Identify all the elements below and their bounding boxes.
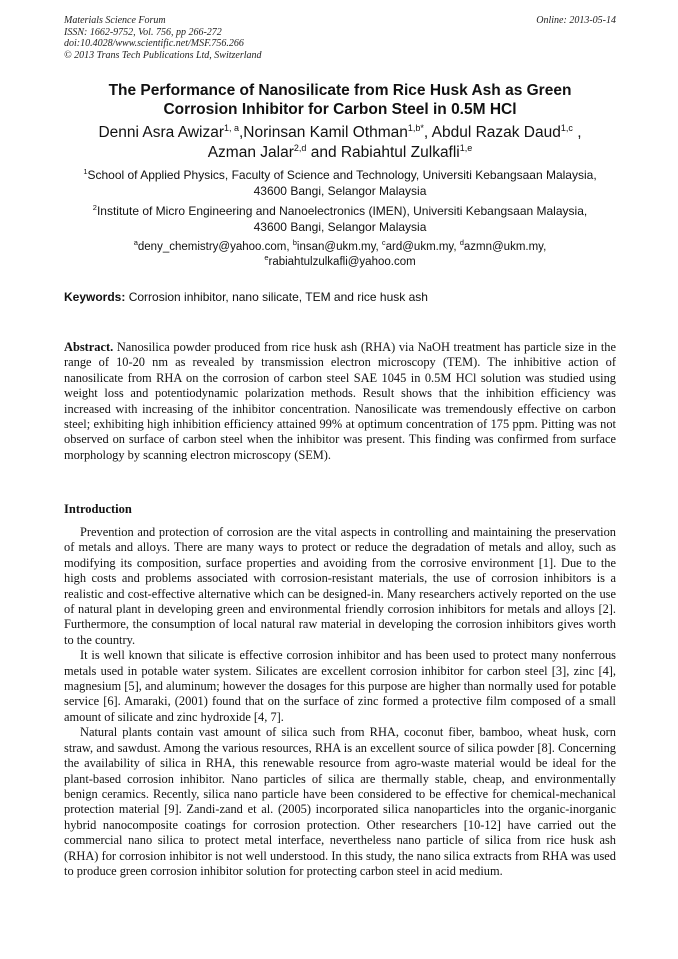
journal-issn: ISSN: 1662-9752, Vol. 756, pp 266-272	[64, 26, 222, 38]
journal-name: Materials Science Forum	[64, 15, 166, 26]
abstract-text: Nanosilica powder produced from rice husk ash (RHA) via NaOH treatment has particle size in the range of 10-20 nm as revealed by transmission electron microscopy (TEM). The inhibitive action of nanosilicate from RHA on the corrosion of carbon steel SAE 1045 in 0.5M HCl solution was studied using weight loss and potentiodynamic polarization methods. Result shows that the inhibition efficiency was increased with increasing of the inhibitor concentration. Nanosilicate was tremendously effective on carbon steel; exhibiting high inhibition efficiency attained 99% at optimum concentration of 175 ppm. Pitting was not observed on surface of carbon steel when the inhibitor was present. This finding was confirmed from surface morphology by scanning electron microscopy (SEM).	[64, 340, 616, 462]
affiliation-1-line-1: $^1$School of Applied Physics, Faculty of Science and Technology, Universiti Kebangsaan Malaysia,	[83, 167, 597, 182]
email-address: rabiahtulzulkafli@yahoo.com	[268, 256, 416, 268]
abstract-label: Abstract.	[64, 340, 114, 354]
author-emails	[64, 240, 616, 270]
title-line-2: Corrosion Inhibitor for Carbon Steel in 0.5M HCl	[163, 101, 517, 118]
emails-line-1	[64, 240, 616, 255]
section-heading-introduction: Introduction	[64, 502, 132, 516]
affiliation-1-line-2: 43600 Bangi, Selangor Malaysia	[253, 184, 427, 198]
abstract	[64, 340, 616, 463]
affiliation-1	[64, 167, 616, 199]
affiliation-2	[64, 203, 616, 235]
affiliation-number: 2	[92, 203, 97, 212]
author-name: ,Norinsan Kamil Othman	[239, 124, 408, 141]
journal-header	[64, 15, 616, 61]
journal-copyright: © 2013 Trans Tech Publications Ltd, Switzerland	[64, 49, 262, 61]
keywords	[64, 290, 616, 305]
email-superscript: a	[133, 238, 138, 248]
affiliation-2-line-1: $^2$Institute of Micro Engineering and Nanoelectronics (IMEN), Universiti Kebangsaan Malaysia,	[92, 203, 588, 218]
affiliation-number: 1	[83, 167, 88, 176]
email-superscript: b	[292, 238, 297, 248]
author-name: , Abdul Razak Daud	[423, 124, 561, 141]
author-name: and Rabiahtul Zulkafli	[306, 144, 460, 161]
online-date: Online: 2013-05-14	[536, 15, 616, 26]
author-separator: ,	[572, 124, 582, 141]
email-address: azmn@ukm.my,	[463, 241, 547, 253]
author-superscript: 1,c	[560, 122, 573, 133]
author-list	[64, 123, 616, 163]
author-superscript: 1,b*	[407, 122, 424, 133]
email-superscript: c	[381, 238, 386, 248]
email-address: deny_chemistry@yahoo.com,	[137, 241, 293, 253]
author-superscript: 1, a	[223, 122, 239, 133]
email-address: ard@ukm.my,	[385, 241, 460, 253]
author-superscript: 1,e	[459, 142, 473, 153]
keywords-text: Corrosion inhibitor, nano silicate, TEM and rice husk ash	[125, 290, 428, 304]
emails-line-2	[64, 255, 616, 270]
email-superscript: d	[459, 238, 464, 248]
paragraph: Prevention and protection of corrosion are the vital aspects in controlling and maintaining the preservation of metals and alloys. There are many ways to protect or reduce the degradation of metals and alloy, such as modifying its composition, surface properties and avoiding from the corrosive environment [1]. Due to the high costs and problems associated with corrosion-resistant materials, the use of corrosion inhibitors is a realistic and cost-effective alternative which can be designed-in. Many researchers actively reported on the use of natural plant in developing green and environmental friendly corrosion inhibitors for metals and alloys [2]. Furthermore, the consumption of local natural raw material in developing the corrosion inhibitors gives worth to the country.	[64, 525, 616, 647]
journal-doi: doi:10.4028/www.scientific.net/MSF.756.266	[64, 38, 244, 49]
paragraph: Natural plants contain vast amount of silica such from RHA, coconut fiber, bamboo, wheat husk, corn straw, and sawdust. Among the various resources, RHA is an excellent source of silica powder [8]. Concerning the availability of silica in RHA, this renewable resource from agro-waste material would be ideal for the plant-based corrosion inhibitor. Nano particles of silica are thermally stable, cheap, and environmentally benign ceramics. Recently, silica nano particle have been considered to be effective for chemical-mechanical protection material [9]. Zandi-zand et al. (2005) incorporated silica nanoparticles into the organic-inorganic hybrid nanocomposite coatings for corrosion protection. Other researchers [10-12] have carried out the commercial nano silica to protect metal interface, nevertheless nano particle of silica from rice husk ash (RHA) for corrosion inhibitor is not well understood. In this study, the nano silica extracts from RHA was used to produce green corrosion inhibitor solution for protecting carbon steel in acid medium.	[64, 725, 616, 878]
title-line-1: The Performance of Nanosilicate from Rice Husk Ash as Green	[108, 82, 572, 99]
author-name: Denni Asra Awizar	[98, 124, 224, 141]
paper-title	[64, 81, 616, 119]
author-line-2	[64, 143, 616, 163]
author-name: Azman Jalar	[207, 144, 294, 161]
paragraph: It is well known that silicate is effective corrosion inhibitor and has been used to protect many nonferrous metals used in potable water system. Silicates are excellent corrosion inhibitor for carbon steel [3], zinc [4], magnesium [5], and aluminum; however the dosages for this purpose are higher than normally used for potable service [6]. Amaraki, (2001) found that on the surface of zinc formed a protective film composed of a small amount of silicate and zinc hydroxide [4, 7].	[64, 648, 616, 724]
author-line-1	[64, 123, 616, 143]
affiliation-2-line-2: 43600 Bangi, Selangor Malaysia	[253, 220, 427, 234]
author-superscript: 2,d	[293, 142, 307, 153]
introduction-body	[64, 525, 616, 879]
email-address: insan@ukm.my,	[296, 241, 382, 253]
email-superscript: e	[264, 253, 269, 263]
keywords-label: Keywords:	[64, 290, 126, 304]
